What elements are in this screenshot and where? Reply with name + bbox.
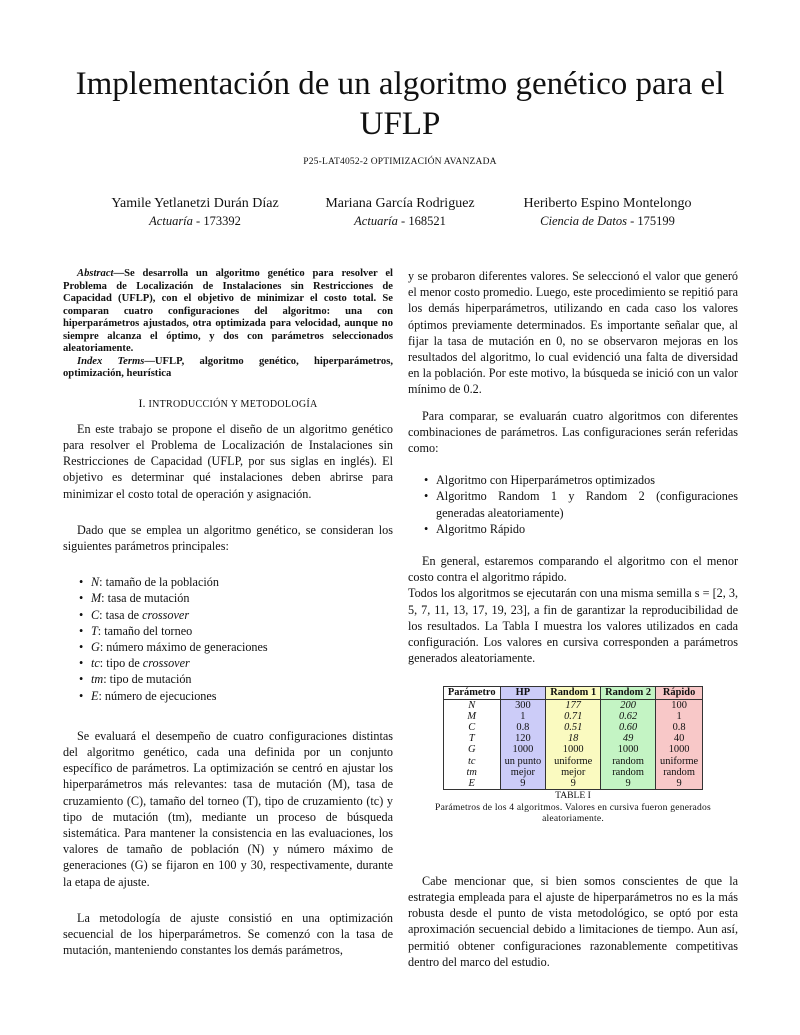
- left-column: [63, 268, 393, 958]
- section-heading: I. INTRODUCCIÓN Y METODOLOGÍA: [138, 395, 318, 410]
- table-cell: 40: [656, 733, 703, 744]
- paragraph: Todos los algoritmos se ejecutarán con una misma semilla s = [2, 3, 5, 7, 11, 13, 17, 19, 23], a fin de garantizar la reproducibilidad de los resultados. La Tabla I muestra los valores utilizados en cada configuración. Los valores en cursiva corresponden a parámetros generados aleatoriamente.: [408, 586, 738, 666]
- table-cell: 1000: [546, 744, 601, 755]
- table-label: TABLE I: [555, 790, 591, 802]
- list-item: • tm: tipo de mutación: [79, 671, 393, 687]
- table-cell: 18: [546, 733, 601, 744]
- author-affiliation: Actuaría - 168521: [354, 214, 446, 228]
- list-item: • N: tamaño de la población: [79, 574, 393, 590]
- table-header: Random 2: [601, 687, 656, 699]
- author-name: Mariana García Rodriguez: [325, 196, 475, 211]
- table-cell: G: [443, 744, 500, 755]
- table-cell: 9: [656, 778, 703, 790]
- table-cell: E: [443, 778, 500, 790]
- table-cell: 0.71: [546, 711, 601, 722]
- table-cell: mejor: [546, 767, 601, 778]
- table-cell: 177: [546, 699, 601, 711]
- table-cell: 0.51: [546, 722, 601, 733]
- author-affiliation: Ciencia de Datos - 175199: [540, 214, 675, 228]
- author-name: Heriberto Espino Montelongo: [523, 196, 692, 211]
- paragraph: Para comparar, se evaluarán cuatro algoritmos con diferentes combinaciones de parámetros. Las configuraciones serán referidas como:: [408, 408, 738, 456]
- table-cell: random: [601, 767, 656, 778]
- table-cell: 1: [656, 711, 703, 722]
- table-cell: C: [443, 722, 500, 733]
- list-item: • tc: tipo de crossover: [79, 655, 393, 671]
- table-cell: 0.62: [601, 711, 656, 722]
- list-item: • Algoritmo con Hiperparámetros optimizados: [424, 472, 738, 488]
- list-item: • E: número de ejecuciones: [79, 688, 393, 704]
- course-code: P25-LAT4052-2 OPTIMIZACIÓN AVANZADA: [303, 157, 497, 167]
- table-cell: 100: [656, 699, 703, 711]
- table-cell: 9: [500, 778, 546, 790]
- table-cell: tm: [443, 767, 500, 778]
- table-cell: random: [656, 767, 703, 778]
- table-cell: un punto: [500, 756, 546, 767]
- list-item: • G: número máximo de generaciones: [79, 639, 393, 655]
- paragraph: Dado que se emplea un algoritmo genético, se consideran los siguientes parámetros principales:: [63, 522, 393, 553]
- table-cell: 1: [500, 711, 546, 722]
- list-item: • Algoritmo Rápido: [424, 521, 738, 537]
- paragraph: La metodología de ajuste consistió en una optimización secuencial de los hiperparámetros. Se comenzó con la tasa de mutación, manteniendo constantes los demás parámetros,: [63, 910, 393, 958]
- table-cell: T: [443, 733, 500, 744]
- paragraph: Se evaluará el desempeño de cuatro configuraciones distintas del algoritmo genético, cada una definida por un conjunto específico de parámetros. La optimización se centró en ajustar los hiperparámetros más relevantes: tasa de mutación (M), tasa de cruzamiento (C), tamaño del torneo (T), tipo de cruzamiento (tc) y tipo de mutación (tm), mediante un proceso de búsqueda sistemática. Para mantener la consistencia en las evaluaciones, los valores de tamaño de población (N) y número máximo de generaciones (G) se fijaron en 100 y 30, respectivamente, durante la etapa de ajuste.: [63, 728, 393, 889]
- paper-title: Implementación de un algoritmo genético para el UFLP: [75, 66, 725, 142]
- table-cell: 1000: [500, 744, 546, 755]
- abstract: Abstract—Se desarrolla un algoritmo genético para resolver el Problema de Localización de Instalaciones sin Restricciones de Capacidad (UFLP), con el objetivo de minimizar el costo total. Se comparan cuatro configuraciones del algoritmo: una con hiperparámetros ajustados, otra optimizada para velocidad, aunque no siempre alcanza el óptimo, y dos con parámetros seleccionados aleatoriamente.: [63, 268, 393, 354]
- table-cell: N: [443, 699, 500, 711]
- table-row: [443, 733, 702, 744]
- table-cell: 9: [546, 778, 601, 790]
- paragraph: En general, estaremos comparando el algoritmo con el menor costo contra el algoritmo rápido.: [408, 554, 738, 585]
- table-cell: uniforme: [546, 756, 601, 767]
- table-cell: 1000: [656, 744, 703, 755]
- table-row: [443, 711, 702, 722]
- author-affiliation: Actuaría - 173392: [149, 214, 241, 228]
- table-header: Rápido: [656, 687, 703, 699]
- parameters-table: [443, 686, 703, 790]
- table-row: [443, 699, 702, 711]
- table-cell: 300: [500, 699, 546, 711]
- table-row: [443, 744, 702, 755]
- table-cell: 200: [601, 699, 656, 711]
- table-header: Parámetro: [443, 687, 500, 699]
- table-cell: 49: [601, 733, 656, 744]
- table-cell: 0.8: [500, 722, 546, 733]
- table-row: [443, 756, 702, 767]
- parameter-list: [63, 574, 393, 704]
- table-cell: 0.8: [656, 722, 703, 733]
- table-cell: M: [443, 711, 500, 722]
- list-item: • M: tasa de mutación: [79, 590, 393, 606]
- paragraph: y se probaron diferentes valores. Se seleccionó el valor que generó el menor costo promedio. Luego, este procedimiento se repitió para los demás hiperparámetros, utilizando en cada caso los valores óptimos previamente determinados. Es importante señalar que, al fijar la tasa de mutación en 0, no se observaron mejoras en los resultados del algoritmo, lo cual evidenció una falta de diversidad en la población. Por este motivo, la búsqueda se inició con un valor mínimo de 0.2.: [408, 269, 738, 397]
- table-cell: mejor: [500, 767, 546, 778]
- author-3: [500, 195, 715, 229]
- list-item: • Algoritmo Random 1 y Random 2 (configuraciones generadas aleatoriamente): [424, 488, 738, 520]
- paragraph: En este trabajo se propone el diseño de un algoritmo genético para resolver el Problema de Localización de Instalaciones sin Restricciones de Capacidad (UFLP, por sus siglas en inglés). El objetivo es determinar qué instalaciones deben abrirse para minimizar el costo total de operación y asignación.: [63, 421, 393, 501]
- table-header: HP: [500, 687, 546, 699]
- table-row: [443, 767, 702, 778]
- table-cell: 120: [500, 733, 546, 744]
- algorithm-list: [408, 472, 738, 537]
- table-header: Random 1: [546, 687, 601, 699]
- table-cell: 0.60: [601, 722, 656, 733]
- table-row: [443, 778, 702, 790]
- table-cell: tc: [443, 756, 500, 767]
- table-cell: uniforme: [656, 756, 703, 767]
- author-2: [305, 195, 495, 229]
- table-row: [443, 722, 702, 733]
- right-column: [408, 268, 738, 970]
- table-caption: Parámetros de los 4 algoritmos. Valores en cursiva fueron generados aleatoriamente.: [435, 801, 711, 825]
- list-item: • C: tasa de crossover: [79, 607, 393, 623]
- table-cell: random: [601, 756, 656, 767]
- index-terms: Index Terms—UFLP, algoritmo genético, hiperparámetros, optimización, heurística: [63, 355, 393, 379]
- author-name: Yamile Yetlanetzi Durán Díaz: [111, 196, 279, 211]
- author-1: [90, 195, 300, 229]
- paragraph: Cabe mencionar que, si bien somos conscientes de que la estrategia empleada para el ajuste de hiperparámetros no es la más robusta desde el punto de vista metodológico, se optó por esta aproximación secuencial debido a limitaciones de tiempo. Aun así, permitió obtener configuraciones razonablemente competitivas dentro del marco del estudio.: [408, 873, 738, 969]
- table-cell: 9: [601, 778, 656, 790]
- list-item: • T: tamaño del torneo: [79, 623, 393, 639]
- table-cell: 1000: [601, 744, 656, 755]
